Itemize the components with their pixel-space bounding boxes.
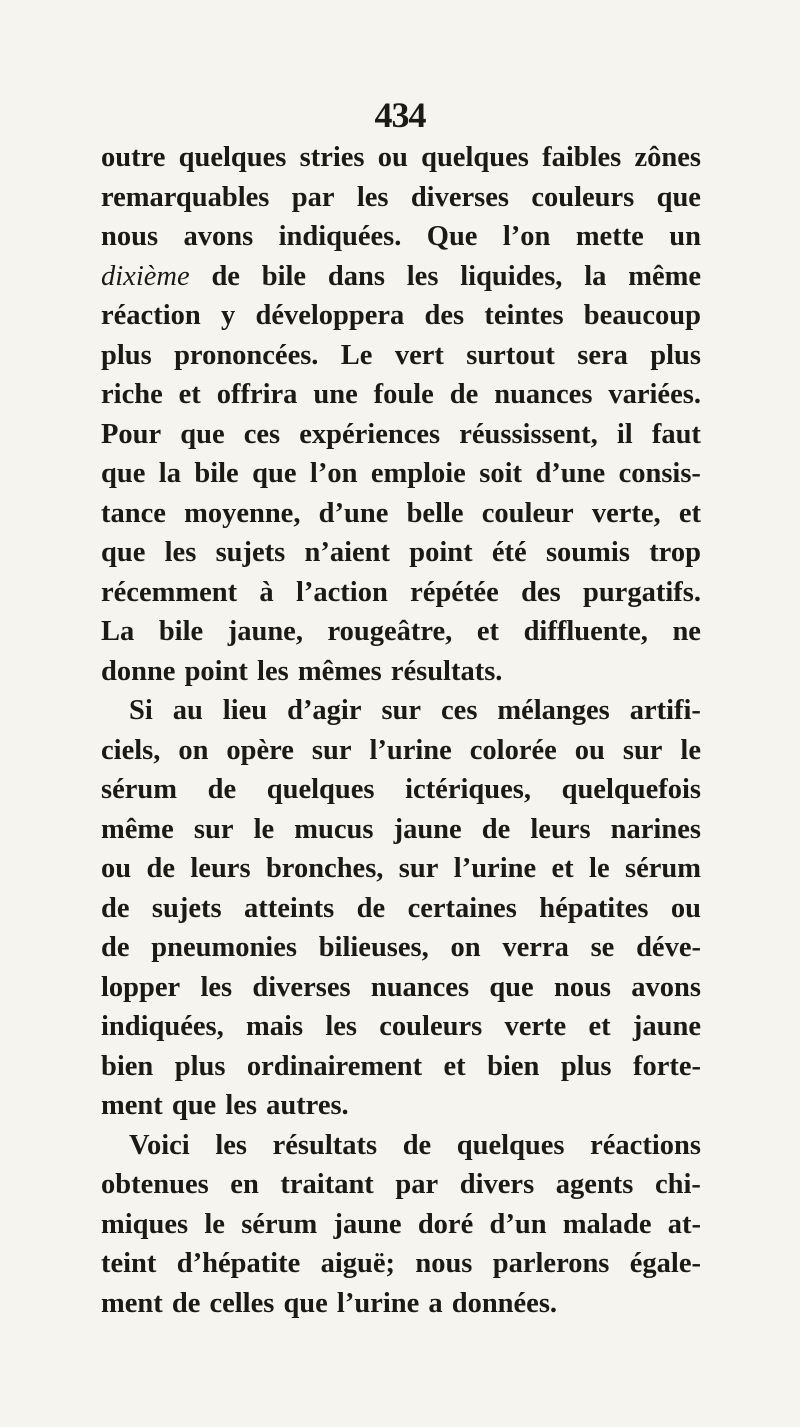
word: ment	[101, 1287, 163, 1319]
word: rougeâtre,	[327, 616, 453, 647]
text-line	[101, 928, 701, 968]
word: indiquées.	[278, 221, 402, 252]
word: sur	[311, 734, 352, 766]
word: soumis	[545, 537, 630, 568]
word: au	[172, 695, 203, 726]
word: été	[491, 537, 527, 568]
word: se	[590, 932, 615, 963]
word: les	[406, 260, 439, 292]
text-line	[101, 1244, 701, 1284]
word: le	[204, 1208, 225, 1240]
word: indiquées,	[101, 1011, 224, 1042]
word: d’un	[489, 1208, 547, 1240]
text-line	[101, 336, 701, 376]
word: de	[481, 813, 511, 845]
word: hépatites	[539, 892, 649, 924]
word: doré	[417, 1208, 474, 1240]
word: le	[253, 813, 275, 845]
text-line	[101, 1086, 701, 1126]
word: à	[259, 576, 274, 608]
word: la	[584, 260, 607, 292]
word: ou	[101, 853, 132, 884]
word: quelquefois	[561, 774, 701, 805]
word: réussissent,	[459, 418, 598, 450]
word: il	[616, 418, 633, 450]
word: Que	[426, 221, 478, 252]
word: que	[252, 458, 297, 489]
word: bronches,	[265, 853, 384, 884]
word: ment	[101, 1090, 163, 1121]
text-line	[101, 1007, 701, 1047]
word: déve-	[636, 932, 701, 963]
word: récemment	[101, 576, 238, 608]
word: stries	[299, 142, 365, 173]
word: expériences	[299, 418, 441, 450]
word: mucus	[294, 813, 374, 845]
word: n’aient	[304, 537, 390, 568]
word: belle	[406, 497, 464, 529]
word: que	[489, 971, 534, 1003]
word: sur	[398, 853, 439, 884]
word: plus	[650, 339, 701, 371]
word: des	[521, 576, 561, 608]
text-line	[101, 573, 701, 613]
word: par	[291, 181, 335, 213]
word: couleurs	[379, 1011, 483, 1042]
word: Pour	[101, 418, 162, 450]
word: diverses	[410, 181, 509, 213]
word: quelques	[178, 142, 287, 173]
text-line	[101, 770, 701, 810]
word: réactions	[590, 1129, 701, 1161]
word: a	[428, 1287, 443, 1319]
word: que	[656, 181, 701, 213]
word: bilieuses,	[318, 932, 429, 963]
word: diffluente,	[523, 616, 648, 647]
word: quelques	[266, 774, 375, 805]
word: que	[101, 537, 146, 568]
word: nous	[553, 971, 612, 1003]
word: bile	[194, 458, 239, 489]
text-line	[101, 533, 701, 573]
word: leurs	[530, 813, 591, 845]
text-line	[101, 138, 701, 178]
word: ictériques,	[405, 774, 531, 805]
word: verra	[502, 932, 569, 963]
word: sérum	[101, 774, 177, 805]
word: jaune	[393, 813, 462, 845]
word: aiguë;	[320, 1248, 396, 1279]
word: dans	[327, 260, 385, 292]
word: zônes	[634, 142, 701, 173]
word: nous	[101, 221, 159, 252]
word: leurs	[190, 853, 251, 884]
word: couleur	[481, 497, 574, 529]
word: l’urine	[336, 1287, 420, 1319]
text-line	[101, 612, 701, 652]
word: et	[551, 853, 574, 884]
word: de	[402, 1129, 432, 1161]
word: emploie	[370, 458, 466, 489]
word: donne	[101, 655, 176, 687]
word: les	[164, 537, 197, 568]
word: foule	[373, 379, 434, 410]
word: ou	[377, 142, 408, 173]
word: les	[200, 971, 233, 1003]
word: prononcées.	[174, 339, 319, 371]
word: résultats	[272, 1129, 378, 1161]
word: même	[628, 260, 701, 292]
word: atteints	[244, 892, 335, 924]
word: données.	[451, 1287, 558, 1319]
text-line	[101, 494, 701, 534]
word: réaction	[101, 300, 201, 331]
text-line	[101, 1047, 701, 1087]
word: que	[171, 1090, 217, 1121]
word: répétée	[410, 576, 499, 608]
word: lopper	[101, 971, 181, 1003]
word: les	[225, 1090, 257, 1121]
text-line	[101, 1205, 701, 1245]
word: d’hépatite	[176, 1248, 301, 1279]
word: nuances	[370, 971, 470, 1003]
word: teintes	[484, 300, 564, 331]
word: colorée	[469, 734, 557, 766]
word: trop	[649, 537, 701, 568]
text-line	[101, 1165, 701, 1205]
word: Le	[340, 339, 373, 371]
word: outre	[101, 142, 166, 173]
word: vert	[394, 339, 444, 371]
word: liquides,	[460, 260, 563, 292]
word: celles	[209, 1287, 275, 1319]
word: bile	[158, 616, 204, 647]
word: faut	[651, 418, 701, 450]
text-line	[101, 375, 701, 415]
word: d’une	[535, 458, 606, 489]
word: beaucoup	[583, 300, 701, 331]
word: verte,	[591, 497, 661, 529]
word: que	[180, 418, 225, 450]
word: riche	[101, 379, 163, 410]
word: résultats.	[390, 655, 503, 687]
word: teint	[101, 1248, 157, 1279]
word: d’agir	[287, 695, 362, 726]
word: traitant	[280, 1169, 374, 1200]
word: que	[283, 1287, 328, 1319]
word: et	[588, 1011, 611, 1042]
text-line	[101, 217, 701, 257]
text-line	[101, 652, 701, 692]
word: l’on	[309, 458, 358, 489]
word: surtout	[466, 339, 555, 371]
word: les	[257, 655, 289, 687]
word: artifi-	[629, 695, 701, 726]
word: ou	[670, 892, 701, 924]
word: autres.	[266, 1090, 349, 1121]
word: bile	[261, 260, 307, 292]
word: l’on	[502, 221, 551, 252]
word: obtenues	[101, 1169, 209, 1200]
word: ne	[672, 616, 701, 647]
word: le	[589, 853, 610, 884]
word: jaune,	[227, 616, 303, 647]
word: purgatifs.	[582, 576, 701, 608]
word: ciels,	[101, 734, 161, 766]
word: opère	[226, 734, 294, 766]
word: sujets	[151, 892, 222, 924]
word: offrira	[216, 379, 298, 410]
word: on	[178, 734, 209, 766]
word: mais	[246, 1011, 304, 1042]
text-line	[101, 1284, 701, 1324]
word: de	[146, 853, 175, 884]
word: et	[678, 497, 701, 529]
word: plus	[101, 339, 152, 371]
word: de	[101, 892, 130, 924]
word: les	[325, 1011, 357, 1042]
word: un	[669, 221, 701, 252]
word: quelques	[421, 142, 529, 173]
word: avons	[631, 971, 701, 1003]
text-line	[101, 178, 701, 218]
text-line	[101, 415, 701, 455]
word: tance	[101, 497, 166, 529]
word: les	[356, 181, 389, 213]
word: bien	[487, 1050, 540, 1082]
word: de	[171, 1287, 201, 1319]
word: at-	[667, 1208, 701, 1240]
word: soit	[479, 458, 523, 489]
word: mette	[575, 221, 644, 252]
word: l’urine	[369, 734, 452, 766]
word: y	[220, 300, 236, 331]
word: l’action	[295, 576, 388, 608]
word: sérum	[241, 1208, 318, 1240]
text-line	[101, 968, 701, 1008]
word: consis-	[618, 458, 701, 489]
word: ou	[574, 734, 605, 766]
word: forte-	[632, 1050, 701, 1082]
text-line	[101, 849, 701, 889]
word: Si	[129, 695, 153, 726]
word: l’urine	[453, 853, 537, 884]
word: développera	[255, 300, 405, 331]
word: plus	[174, 1050, 226, 1082]
body-text	[101, 138, 701, 1323]
word: couleurs	[531, 181, 635, 213]
word: en	[230, 1169, 259, 1200]
text-line	[101, 889, 701, 929]
text-line	[101, 731, 701, 771]
word: les	[215, 1129, 247, 1161]
word: sur	[381, 695, 422, 726]
word: diverses	[252, 971, 351, 1003]
word: miques	[101, 1208, 189, 1240]
text-line	[101, 691, 701, 731]
word: de	[101, 932, 130, 963]
word: même	[101, 813, 174, 845]
word: de	[211, 260, 240, 292]
word: que	[101, 458, 146, 489]
word: certaines	[407, 892, 517, 924]
word: mêmes	[297, 655, 382, 687]
word: bien	[101, 1050, 154, 1082]
word: égale-	[629, 1248, 701, 1279]
word: par	[395, 1169, 439, 1200]
word: nous	[415, 1248, 473, 1279]
text-line	[101, 454, 701, 494]
word: parlerons	[492, 1248, 610, 1279]
word: narines	[610, 813, 701, 845]
word: sur	[193, 813, 234, 845]
word: de	[356, 892, 386, 924]
word: d’une	[318, 497, 389, 529]
word: on	[450, 932, 481, 963]
word: de	[207, 774, 237, 805]
word: divers	[459, 1169, 535, 1200]
text-line	[101, 257, 701, 297]
word: sérum	[625, 853, 701, 884]
word: Voici	[129, 1129, 190, 1161]
word: la	[158, 458, 181, 489]
word: pneumonies	[151, 932, 297, 963]
word: variées.	[608, 379, 701, 410]
word: des	[424, 300, 465, 331]
word: avons	[183, 221, 254, 252]
word: une	[313, 379, 358, 410]
word: lieu	[222, 695, 268, 726]
word: malade	[562, 1208, 652, 1240]
text-line	[101, 810, 701, 850]
word: plus	[560, 1050, 612, 1082]
word: quelques	[456, 1129, 565, 1161]
word: ces	[243, 418, 281, 450]
word: jaune	[333, 1208, 402, 1240]
word: La	[101, 616, 135, 647]
page-number: 434	[374, 95, 426, 135]
word: mélanges	[497, 695, 610, 726]
word: remarquables	[101, 181, 270, 213]
word: ordinairement	[246, 1050, 423, 1082]
word: chi-	[655, 1169, 701, 1200]
word: moyenne,	[184, 497, 301, 529]
word: et	[443, 1050, 466, 1082]
word: point	[409, 537, 473, 568]
word: ces	[441, 695, 478, 726]
word: nuances	[494, 379, 593, 410]
word: sera	[577, 339, 628, 371]
word: dixième	[101, 260, 190, 292]
word: le	[680, 734, 701, 766]
text-line	[101, 296, 701, 336]
text-line	[101, 1126, 701, 1166]
word: et	[178, 379, 201, 410]
word: et	[476, 616, 500, 647]
word: de	[449, 379, 479, 410]
word: verte	[504, 1011, 567, 1042]
word: sur	[622, 734, 663, 766]
word: agents	[555, 1169, 634, 1200]
word: jaune	[632, 1011, 701, 1042]
word: faibles	[542, 142, 622, 173]
word: sujets	[215, 537, 286, 568]
word: point	[184, 655, 248, 687]
